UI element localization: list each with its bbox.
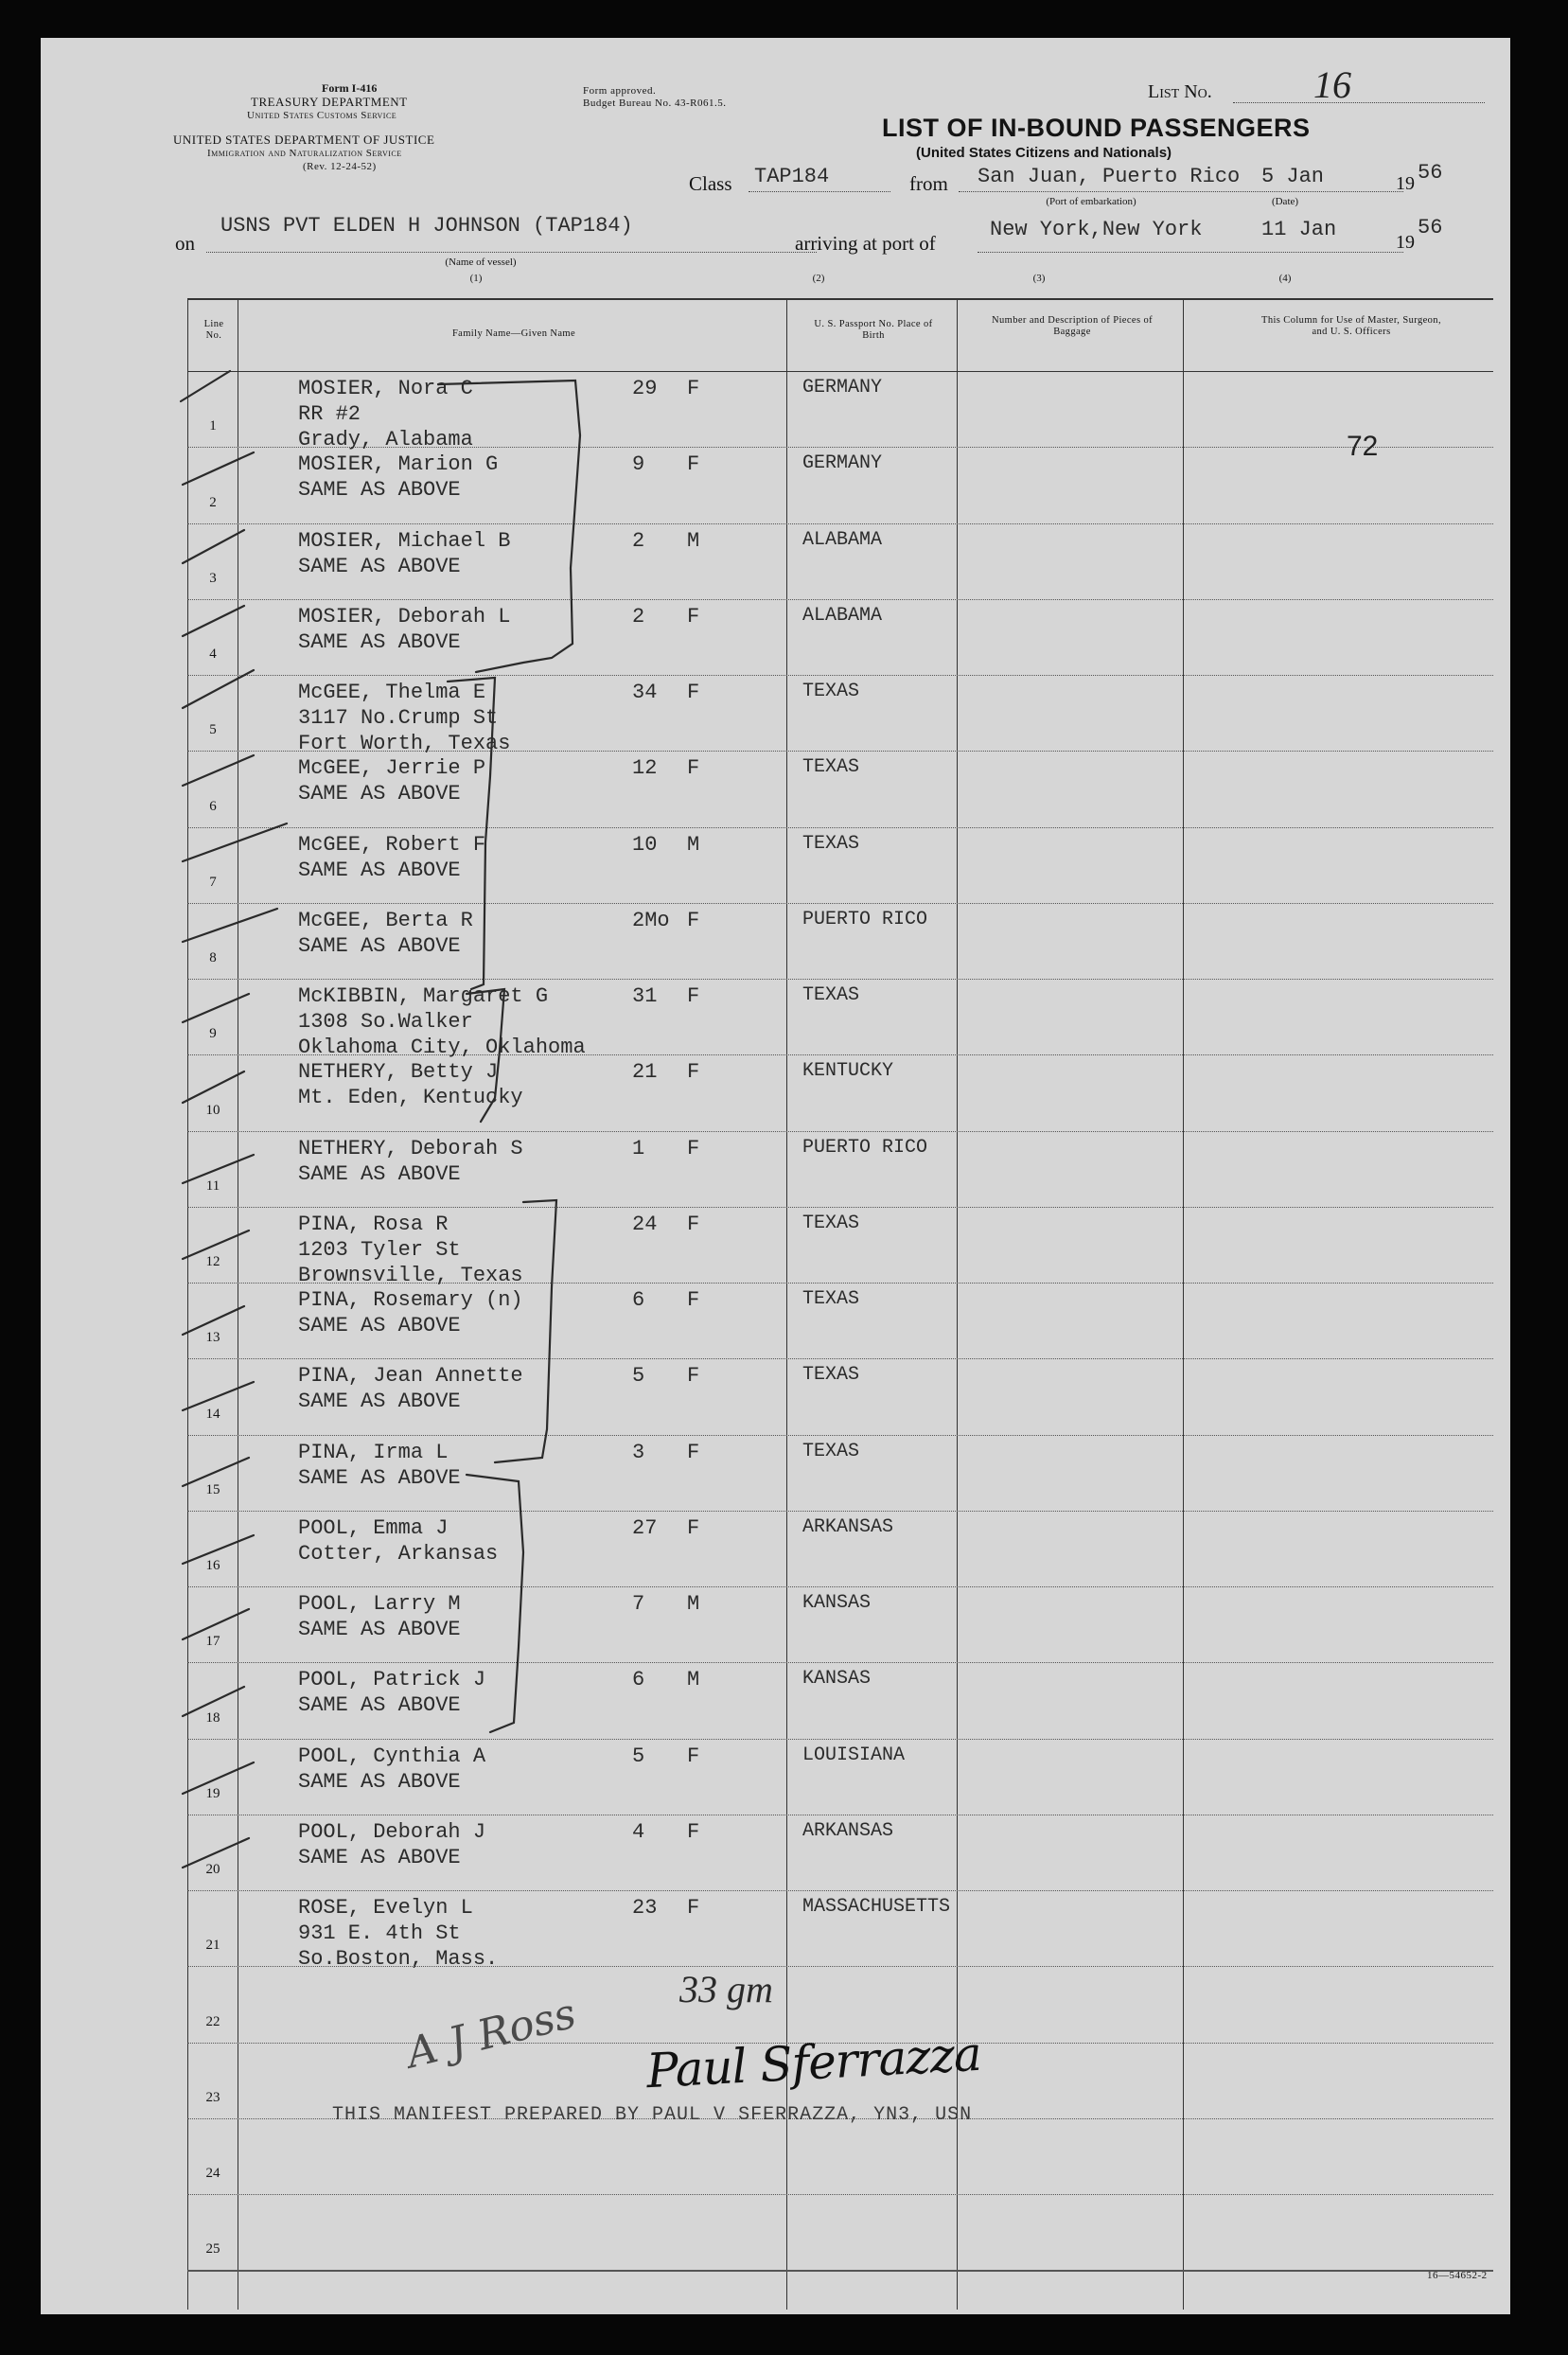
address-line-1: Mt. Eden, Kentucky <box>298 1086 523 1110</box>
address-line-1: 3117 No.Crump St <box>298 706 499 730</box>
address-line-2: Brownsville, Texas <box>298 1263 523 1287</box>
age: 10 <box>632 832 658 857</box>
line-number: 23 <box>205 2089 220 2105</box>
form-number: Form I-416 <box>322 81 378 95</box>
line-number: 17 <box>205 1634 220 1650</box>
handwritten-age: 33 gm <box>679 1968 773 2010</box>
age: 2 <box>632 604 645 629</box>
passenger-name: PINA, Jean Annette <box>298 1364 523 1389</box>
passenger-name: MOSIER, Nora C <box>298 377 473 400</box>
passenger-name: POOL, Emma J <box>298 1515 449 1540</box>
prepared-by: THIS MANIFEST PREPARED BY PAUL V SFERRAZZA, YN3, USN <box>332 2104 973 2126</box>
list-no-line <box>1233 102 1485 103</box>
line-number: 6 <box>209 798 217 814</box>
header-officers: This Column for Use of Master, Surgeon, and U. S. Officers <box>1261 315 1441 337</box>
line-number: 10 <box>205 1102 220 1118</box>
vessel-line <box>206 252 817 253</box>
embarkation-caption: (Port of embarkation) <box>1046 196 1136 207</box>
place-of-birth: KANSAS <box>802 1592 872 1614</box>
sex: F <box>687 452 700 477</box>
passenger-name: McGEE, Thelma E <box>298 681 486 704</box>
age: 23 <box>632 1896 658 1920</box>
passenger-name: NETHERY, Deborah S <box>298 1136 523 1160</box>
address-line-2: Oklahoma City, Oklahoma <box>298 1036 586 1059</box>
header-line-no: Line No. <box>203 319 224 341</box>
on-label: on <box>175 232 195 255</box>
sex: M <box>687 1668 700 1692</box>
place-of-birth: TEXAS <box>802 1364 860 1387</box>
age: 2Mo <box>632 908 670 932</box>
class-label: Class <box>689 172 732 195</box>
table-row <box>187 1662 1493 1738</box>
address-line-1: SAME AS ABOVE <box>298 1390 461 1414</box>
address-line-1: Cotter, Arkansas <box>298 1541 499 1566</box>
place-of-birth: TEXAS <box>802 832 860 855</box>
date-caption: (Date) <box>1271 196 1299 207</box>
embarkation-year: 56 <box>1418 161 1443 185</box>
passenger-name: PINA, Rosemary (n) <box>298 1288 523 1312</box>
sex: M <box>687 832 700 857</box>
line-number: 7 <box>209 874 217 890</box>
line-number: 4 <box>209 646 217 662</box>
sex: F <box>687 377 700 400</box>
place-of-birth: PUERTO RICO <box>802 1136 928 1159</box>
line-number: 20 <box>205 1862 220 1877</box>
place-of-birth: MASSACHUSETTS <box>802 1896 951 1918</box>
address-line-1: RR #2 <box>298 402 361 426</box>
table-row <box>187 1890 1493 1971</box>
age: 1 <box>632 1136 645 1160</box>
address-line-1: SAME AS ABOVE <box>298 478 461 503</box>
address-line-2: Grady, Alabama <box>298 428 473 452</box>
manifest-page <box>41 38 1510 2314</box>
signature: Paul Sferrazza <box>644 2026 983 2099</box>
sex: F <box>687 1440 700 1464</box>
line-number: 1 <box>209 418 217 434</box>
table-row <box>187 1815 1493 1890</box>
sex: F <box>687 1515 700 1540</box>
address-line-1: SAME AS ABOVE <box>298 1693 461 1718</box>
table-row <box>187 1586 1493 1662</box>
table-row <box>187 1435 1493 1511</box>
sex: M <box>687 1592 700 1616</box>
sex: F <box>687 681 700 704</box>
list-no-value: 16 <box>1313 63 1351 106</box>
arrival-line <box>978 252 1403 253</box>
arrival-port: New York,New York <box>990 218 1203 241</box>
col-num-4: (4) <box>1278 273 1292 284</box>
address-line-1: SAME AS ABOVE <box>298 1618 461 1641</box>
sex: F <box>687 756 700 781</box>
from-line <box>959 191 1403 192</box>
address-line-1: SAME AS ABOVE <box>298 1769 461 1794</box>
age: 2 <box>632 528 645 553</box>
sex: F <box>687 1136 700 1160</box>
header-name: Family Name—Given Name <box>451 328 576 339</box>
sex: F <box>687 908 700 932</box>
table-row <box>187 827 1493 903</box>
table-row <box>187 523 1493 599</box>
passenger-name: MOSIER, Marion G <box>298 452 499 477</box>
age: 6 <box>632 1288 645 1312</box>
age: 21 <box>632 1060 658 1085</box>
table-row <box>187 1358 1493 1434</box>
place-of-birth: ARKANSAS <box>802 1819 894 1842</box>
sex: F <box>687 1364 700 1389</box>
table-row <box>187 1966 1493 2042</box>
place-of-birth: LOUISIANA <box>802 1744 906 1766</box>
place-of-birth: TEXAS <box>802 984 860 1006</box>
table-row <box>187 1207 1493 1287</box>
justice-dept: UNITED STATES DEPARTMENT OF JUSTICE <box>173 133 435 147</box>
line-number: 14 <box>205 1406 220 1422</box>
form-revision: (Rev. 12-24-52) <box>303 161 377 172</box>
sex: F <box>687 1288 700 1312</box>
row-divider <box>187 2270 1493 2272</box>
arriving-label: arriving at port of <box>795 232 936 255</box>
age: 7 <box>632 1592 645 1616</box>
address-line-1: SAME AS ABOVE <box>298 1465 461 1490</box>
col-num-3: (3) <box>1032 273 1046 284</box>
line-number: 22 <box>205 2013 220 2029</box>
address-line-1: SAME AS ABOVE <box>298 1161 461 1186</box>
table-row <box>187 1131 1493 1207</box>
age: 4 <box>632 1819 645 1844</box>
age: 24 <box>632 1212 658 1236</box>
treasury-dept: TREASURY DEPARTMENT <box>251 95 408 109</box>
address-line-1: SAME AS ABOVE <box>298 629 461 654</box>
sex: F <box>687 984 700 1008</box>
passenger-name: McGEE, Berta R <box>298 908 473 932</box>
line-number: 8 <box>209 950 217 965</box>
age: 27 <box>632 1515 658 1540</box>
line-number: 21 <box>205 1938 220 1954</box>
age: 31 <box>632 984 658 1008</box>
table-row <box>187 1283 1493 1358</box>
table-row <box>187 447 1493 522</box>
immigration-service: Immigration and Naturalization Service <box>207 148 402 159</box>
age: 34 <box>632 681 658 704</box>
passenger-name: MOSIER, Deborah L <box>298 604 511 629</box>
address-line-1: 1203 Tyler St <box>298 1237 461 1262</box>
list-no-label: List No. <box>1148 81 1212 102</box>
address-line-1: SAME AS ABOVE <box>298 1314 461 1337</box>
table-row <box>187 751 1493 826</box>
sex: M <box>687 528 700 553</box>
arrival-date: 11 Jan <box>1261 218 1337 241</box>
address-line-1: 1308 So.Walker <box>298 1010 473 1034</box>
customs-service: United States Customs Service <box>247 110 397 121</box>
age: 3 <box>632 1440 645 1464</box>
age: 5 <box>632 1364 645 1389</box>
class-value: TAP184 <box>754 165 830 188</box>
line-number: 15 <box>205 1481 220 1497</box>
table-row <box>187 371 1493 452</box>
address-line-1: 931 E. 4th St <box>298 1921 461 1945</box>
arrival-year: 56 <box>1418 216 1443 239</box>
col-num-1: (1) <box>469 273 483 284</box>
address-line-1: SAME AS ABOVE <box>298 1845 461 1869</box>
passenger-name: MOSIER, Michael B <box>298 528 511 553</box>
age: 12 <box>632 756 658 781</box>
document-title: LIST OF IN-BOUND PASSENGERS <box>882 114 1311 142</box>
line-number: 13 <box>205 1330 220 1346</box>
sex: F <box>687 1212 700 1236</box>
embarkation-port: San Juan, Puerto Rico <box>978 165 1241 188</box>
sex: F <box>687 604 700 629</box>
passenger-name: PINA, Irma L <box>298 1440 449 1464</box>
age: 6 <box>632 1668 645 1692</box>
address-line-1: SAME AS ABOVE <box>298 782 461 806</box>
address-line-1: SAME AS ABOVE <box>298 933 461 958</box>
passenger-table <box>187 298 1493 2310</box>
place-of-birth: TEXAS <box>802 1288 860 1310</box>
passenger-name: POOL, Larry M <box>298 1592 461 1616</box>
table-row <box>187 1511 1493 1586</box>
table-row <box>187 1054 1493 1130</box>
line-number: 18 <box>205 1709 220 1726</box>
sex: F <box>687 1819 700 1844</box>
address-line-2: So.Boston, Mass. <box>298 1947 499 1971</box>
footer-code: 16—54652-2 <box>1427 2270 1488 2281</box>
passenger-name: POOL, Cynthia A <box>298 1744 486 1768</box>
sex: F <box>687 1744 700 1768</box>
place-of-birth: ARKANSAS <box>802 1515 894 1538</box>
table-row <box>187 2194 1493 2270</box>
passenger-name: PINA, Rosa R <box>298 1212 449 1236</box>
table-row <box>187 1739 1493 1815</box>
place-of-birth: TEXAS <box>802 756 860 779</box>
vessel-caption: (Name of vessel) <box>445 257 517 268</box>
place-of-birth: KANSAS <box>802 1668 872 1691</box>
passenger-name: McGEE, Robert F <box>298 832 486 857</box>
header-passport: U. S. Passport No. Place of Birth <box>814 319 933 341</box>
form-approved: Form approved. <box>583 85 657 97</box>
place-of-birth: TEXAS <box>802 1440 860 1462</box>
age: 29 <box>632 377 658 400</box>
passenger-name: ROSE, Evelyn L <box>298 1896 473 1920</box>
sex: F <box>687 1896 700 1920</box>
table-row <box>187 675 1493 755</box>
line-number: 16 <box>205 1558 220 1573</box>
table-row <box>187 2118 1493 2194</box>
line-number: 11 <box>205 1178 220 1194</box>
age: 9 <box>632 452 645 477</box>
place-of-birth: ALABAMA <box>802 528 883 551</box>
line-number: 2 <box>209 494 217 510</box>
place-of-birth: ALABAMA <box>802 604 883 627</box>
from-label: from <box>909 172 948 195</box>
line-number: 25 <box>205 2241 220 2258</box>
embarkation-date: 5 Jan <box>1261 165 1325 188</box>
passenger-name: POOL, Patrick J <box>298 1668 486 1692</box>
passenger-name: McGEE, Jerrie P <box>298 756 486 781</box>
line-number: 12 <box>205 1254 220 1269</box>
place-of-birth: GERMANY <box>802 452 883 475</box>
passenger-name: NETHERY, Betty J <box>298 1060 499 1085</box>
line-number: 24 <box>205 2166 220 2181</box>
passenger-name: McKIBBIN, Margaret G <box>298 984 549 1008</box>
class-line <box>749 191 890 192</box>
budget-bureau: Budget Bureau No. 43-R061.5. <box>583 97 727 109</box>
place-of-birth: PUERTO RICO <box>802 908 928 930</box>
place-of-birth: TEXAS <box>802 1212 860 1234</box>
place-of-birth: TEXAS <box>802 681 860 702</box>
sex: F <box>687 1060 700 1085</box>
passenger-name: POOL, Deborah J <box>298 1819 486 1844</box>
header-baggage: Number and Description of Pieces of Baggage <box>992 315 1153 337</box>
initials: A J Ross <box>401 1989 581 2079</box>
officer-note: 72 <box>1347 431 1379 462</box>
table-row <box>187 599 1493 675</box>
address-line-1: SAME AS ABOVE <box>298 554 461 578</box>
year-prefix: 19 <box>1396 173 1415 194</box>
table-row <box>187 979 1493 1059</box>
line-number: 19 <box>205 1785 220 1801</box>
table-row <box>187 903 1493 979</box>
place-of-birth: GERMANY <box>802 377 883 398</box>
vessel-name: USNS PVT ELDEN H JOHNSON (TAP184) <box>220 214 633 238</box>
document-subtitle: (United States Citizens and Nationals) <box>916 145 1172 161</box>
col-num-2: (2) <box>812 273 825 284</box>
address-line-1: SAME AS ABOVE <box>298 858 461 882</box>
line-number: 3 <box>209 570 217 586</box>
year-prefix: 19 <box>1396 232 1415 253</box>
line-number: 9 <box>209 1026 217 1042</box>
place-of-birth: KENTUCKY <box>802 1060 894 1083</box>
age: 5 <box>632 1744 645 1768</box>
table-top-border <box>187 298 1493 300</box>
address-line-2: Fort Worth, Texas <box>298 732 511 755</box>
line-number: 5 <box>209 722 217 738</box>
